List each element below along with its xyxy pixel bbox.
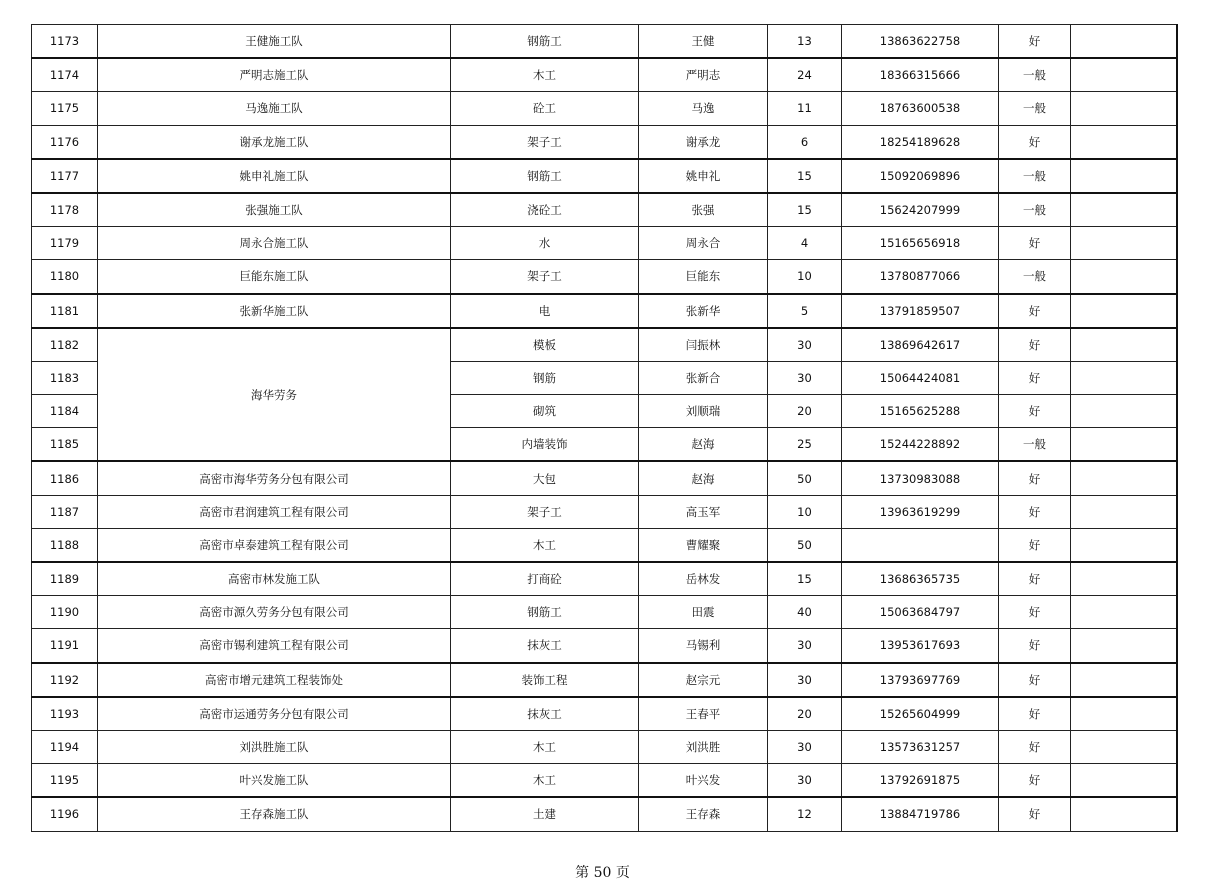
row-number-cell: 1179 [32,227,98,260]
rating-cell: 好 [999,663,1071,697]
worker-count-cell: 10 [768,260,842,294]
row-number-cell: 1173 [32,25,98,59]
team-name-cell: 张新华施工队 [98,294,451,328]
phone-number-cell: 13791859507 [842,294,999,328]
phone-number-cell: 15244228892 [842,428,999,462]
phone-number-cell: 13863622758 [842,25,999,59]
row-number-cell: 1183 [32,361,98,394]
team-leader-cell: 马逸 [639,92,768,125]
rating-cell: 一般 [999,428,1071,462]
table-row [32,562,1177,596]
phone-number-cell: 13686365735 [842,562,999,596]
rating-cell: 好 [999,528,1071,562]
trade-type-cell: 浇砼工 [451,193,639,227]
rating-cell: 好 [999,25,1071,59]
table-row [32,159,1177,193]
phone-number-cell: 13730983088 [842,461,999,495]
note-cell [1071,629,1177,663]
team-name-cell: 王存森施工队 [98,797,451,831]
worker-count-cell: 15 [768,193,842,227]
trade-type-cell: 抹灰工 [451,629,639,663]
table-row [32,495,1177,528]
worker-count-cell: 15 [768,562,842,596]
row-number-cell: 1180 [32,260,98,294]
note-cell [1071,328,1177,362]
trade-type-cell: 钢筋工 [451,25,639,59]
note-cell [1071,260,1177,294]
worker-count-cell: 6 [768,125,842,159]
phone-number-cell [842,528,999,562]
worker-count-cell: 10 [768,495,842,528]
team-leader-cell: 张新华 [639,294,768,328]
worker-count-cell: 12 [768,797,842,831]
team-leader-cell: 赵海 [639,428,768,462]
trade-type-cell: 内墙装饰 [451,428,639,462]
table-row [32,25,1177,59]
team-name-cell: 高密市锡利建筑工程有限公司 [98,629,451,663]
row-number-cell: 1193 [32,697,98,731]
note-cell [1071,125,1177,159]
trade-type-cell: 装饰工程 [451,663,639,697]
table-row [32,629,1177,663]
note-cell [1071,92,1177,125]
phone-number-cell: 15624207999 [842,193,999,227]
worker-count-cell: 20 [768,697,842,731]
row-number-cell: 1187 [32,495,98,528]
team-name-cell: 张强施工队 [98,193,451,227]
team-leader-cell: 张强 [639,193,768,227]
row-number-cell: 1195 [32,764,98,798]
phone-number-cell: 15165625288 [842,395,999,428]
trade-type-cell: 架子工 [451,495,639,528]
trade-type-cell: 抹灰工 [451,697,639,731]
team-name-cell: 高密市源久劳务分包有限公司 [98,596,451,629]
team-name-cell: 巨能东施工队 [98,260,451,294]
phone-number-cell: 13869642617 [842,328,999,362]
worker-count-cell: 20 [768,395,842,428]
team-name-cell: 海华劳务 [98,328,451,462]
team-name-cell: 姚申礼施工队 [98,159,451,193]
note-cell [1071,764,1177,798]
team-leader-cell: 刘洪胜 [639,730,768,763]
note-cell [1071,562,1177,596]
row-number-cell: 1186 [32,461,98,495]
trade-type-cell: 木工 [451,764,639,798]
rating-cell: 好 [999,562,1071,596]
trade-type-cell: 砼工 [451,92,639,125]
rating-cell: 好 [999,125,1071,159]
team-leader-cell: 周永合 [639,227,768,260]
note-cell [1071,227,1177,260]
row-number-cell: 1196 [32,797,98,831]
note-cell [1071,159,1177,193]
row-number-cell: 1194 [32,730,98,763]
note-cell [1071,294,1177,328]
trade-type-cell: 钢筋工 [451,596,639,629]
trade-type-cell: 土建 [451,797,639,831]
team-name-cell: 谢承龙施工队 [98,125,451,159]
note-cell [1071,596,1177,629]
note-cell [1071,797,1177,831]
rating-cell: 好 [999,495,1071,528]
trade-type-cell: 打商砼 [451,562,639,596]
team-name-cell: 高密市运通劳务分包有限公司 [98,697,451,731]
team-leader-cell: 姚申礼 [639,159,768,193]
note-cell [1071,428,1177,462]
row-number-cell: 1181 [32,294,98,328]
team-name-cell: 高密市卓泰建筑工程有限公司 [98,528,451,562]
table-row [32,663,1177,697]
team-name-cell: 叶兴发施工队 [98,764,451,798]
trade-type-cell: 水 [451,227,639,260]
rating-cell: 好 [999,797,1071,831]
team-leader-cell: 张新合 [639,361,768,394]
team-leader-cell: 严明志 [639,58,768,92]
worker-count-cell: 30 [768,730,842,763]
team-name-cell: 刘洪胜施工队 [98,730,451,763]
note-cell [1071,461,1177,495]
phone-number-cell: 18763600538 [842,92,999,125]
worker-count-cell: 13 [768,25,842,59]
note-cell [1071,25,1177,59]
phone-number-cell: 13884719786 [842,797,999,831]
table-row [32,528,1177,562]
phone-number-cell: 18254189628 [842,125,999,159]
trade-type-cell: 木工 [451,528,639,562]
phone-number-cell: 13792691875 [842,764,999,798]
rating-cell: 好 [999,395,1071,428]
trade-type-cell: 木工 [451,730,639,763]
rating-cell: 好 [999,294,1071,328]
note-cell [1071,58,1177,92]
team-name-cell: 周永合施工队 [98,227,451,260]
worker-count-cell: 30 [768,663,842,697]
team-leader-cell: 叶兴发 [639,764,768,798]
rating-cell: 好 [999,227,1071,260]
rating-cell: 一般 [999,92,1071,125]
row-number-cell: 1178 [32,193,98,227]
table-row [32,260,1177,294]
team-leader-cell: 田震 [639,596,768,629]
team-name-cell: 高密市增元建筑工程装饰处 [98,663,451,697]
row-number-cell: 1184 [32,395,98,428]
row-number-cell: 1177 [32,159,98,193]
rating-cell: 好 [999,361,1071,394]
phone-number-cell: 18366315666 [842,58,999,92]
phone-number-cell: 13780877066 [842,260,999,294]
team-name-cell: 马逸施工队 [98,92,451,125]
worker-count-cell: 4 [768,227,842,260]
trade-type-cell: 钢筋 [451,361,639,394]
team-leader-cell: 王存森 [639,797,768,831]
team-leader-cell: 巨能东 [639,260,768,294]
trade-type-cell: 架子工 [451,125,639,159]
table-row [32,294,1177,328]
rating-cell: 好 [999,461,1071,495]
note-cell [1071,528,1177,562]
worker-count-cell: 30 [768,629,842,663]
row-number-cell: 1188 [32,528,98,562]
worker-count-cell: 50 [768,528,842,562]
table-row [32,730,1177,763]
team-leader-cell: 曹耀聚 [639,528,768,562]
worker-count-cell: 25 [768,428,842,462]
worker-count-cell: 5 [768,294,842,328]
trade-type-cell: 砌筑 [451,395,639,428]
row-number-cell: 1191 [32,629,98,663]
phone-number-cell: 13793697769 [842,663,999,697]
row-number-cell: 1176 [32,125,98,159]
phone-number-cell: 15064424081 [842,361,999,394]
rating-cell: 一般 [999,58,1071,92]
row-number-cell: 1182 [32,328,98,362]
worker-count-cell: 15 [768,159,842,193]
row-number-cell: 1185 [32,428,98,462]
phone-number-cell: 15265604999 [842,697,999,731]
worker-count-cell: 30 [768,764,842,798]
team-leader-cell: 王健 [639,25,768,59]
worker-count-cell: 40 [768,596,842,629]
trade-type-cell: 大包 [451,461,639,495]
team-name-cell: 高密市君润建筑工程有限公司 [98,495,451,528]
rating-cell: 好 [999,328,1071,362]
phone-number-cell: 15165656918 [842,227,999,260]
table-row [32,797,1177,831]
note-cell [1071,361,1177,394]
row-number-cell: 1190 [32,596,98,629]
table-row [32,697,1177,731]
worker-count-cell: 11 [768,92,842,125]
phone-number-cell: 15092069896 [842,159,999,193]
table-row [32,596,1177,629]
team-name-cell: 严明志施工队 [98,58,451,92]
team-leader-cell: 高玉军 [639,495,768,528]
trade-type-cell: 模板 [451,328,639,362]
table-row [32,193,1177,227]
rating-cell: 好 [999,730,1071,763]
worker-count-cell: 30 [768,328,842,362]
phone-number-cell: 13963619299 [842,495,999,528]
team-leader-cell: 马锡利 [639,629,768,663]
trade-type-cell: 架子工 [451,260,639,294]
page-number: 第 50 页 [575,865,630,881]
rating-cell: 一般 [999,193,1071,227]
rating-cell: 一般 [999,260,1071,294]
trade-type-cell: 木工 [451,58,639,92]
team-name-cell: 高密市海华劳务分包有限公司 [98,461,451,495]
table-row [32,461,1177,495]
team-leader-cell: 赵宗元 [639,663,768,697]
note-cell [1071,730,1177,763]
worker-count-cell: 30 [768,361,842,394]
phone-number-cell: 13573631257 [842,730,999,763]
worker-count-cell: 24 [768,58,842,92]
team-leader-cell: 赵海 [639,461,768,495]
team-name-cell: 高密市林发施工队 [98,562,451,596]
table-row [32,764,1177,798]
contractor-table [31,24,1178,832]
rating-cell: 一般 [999,159,1071,193]
team-leader-cell: 刘顺瑞 [639,395,768,428]
note-cell [1071,395,1177,428]
phone-number-cell: 15063684797 [842,596,999,629]
rating-cell: 好 [999,629,1071,663]
worker-count-cell: 50 [768,461,842,495]
team-leader-cell: 闫振林 [639,328,768,362]
team-leader-cell: 谢承龙 [639,125,768,159]
note-cell [1071,193,1177,227]
team-name-cell: 王健施工队 [98,25,451,59]
rating-cell: 好 [999,697,1071,731]
row-number-cell: 1189 [32,562,98,596]
table-row [32,58,1177,92]
row-number-cell: 1175 [32,92,98,125]
trade-type-cell: 钢筋工 [451,159,639,193]
team-leader-cell: 王春平 [639,697,768,731]
note-cell [1071,697,1177,731]
note-cell [1071,495,1177,528]
table-row [32,92,1177,125]
rating-cell: 好 [999,596,1071,629]
row-number-cell: 1174 [32,58,98,92]
row-number-cell: 1192 [32,663,98,697]
team-leader-cell: 岳林发 [639,562,768,596]
phone-number-cell: 13953617693 [842,629,999,663]
table-row [32,227,1177,260]
note-cell [1071,663,1177,697]
table-row [32,328,1177,362]
table-row [32,125,1177,159]
rating-cell: 好 [999,764,1071,798]
trade-type-cell: 电 [451,294,639,328]
